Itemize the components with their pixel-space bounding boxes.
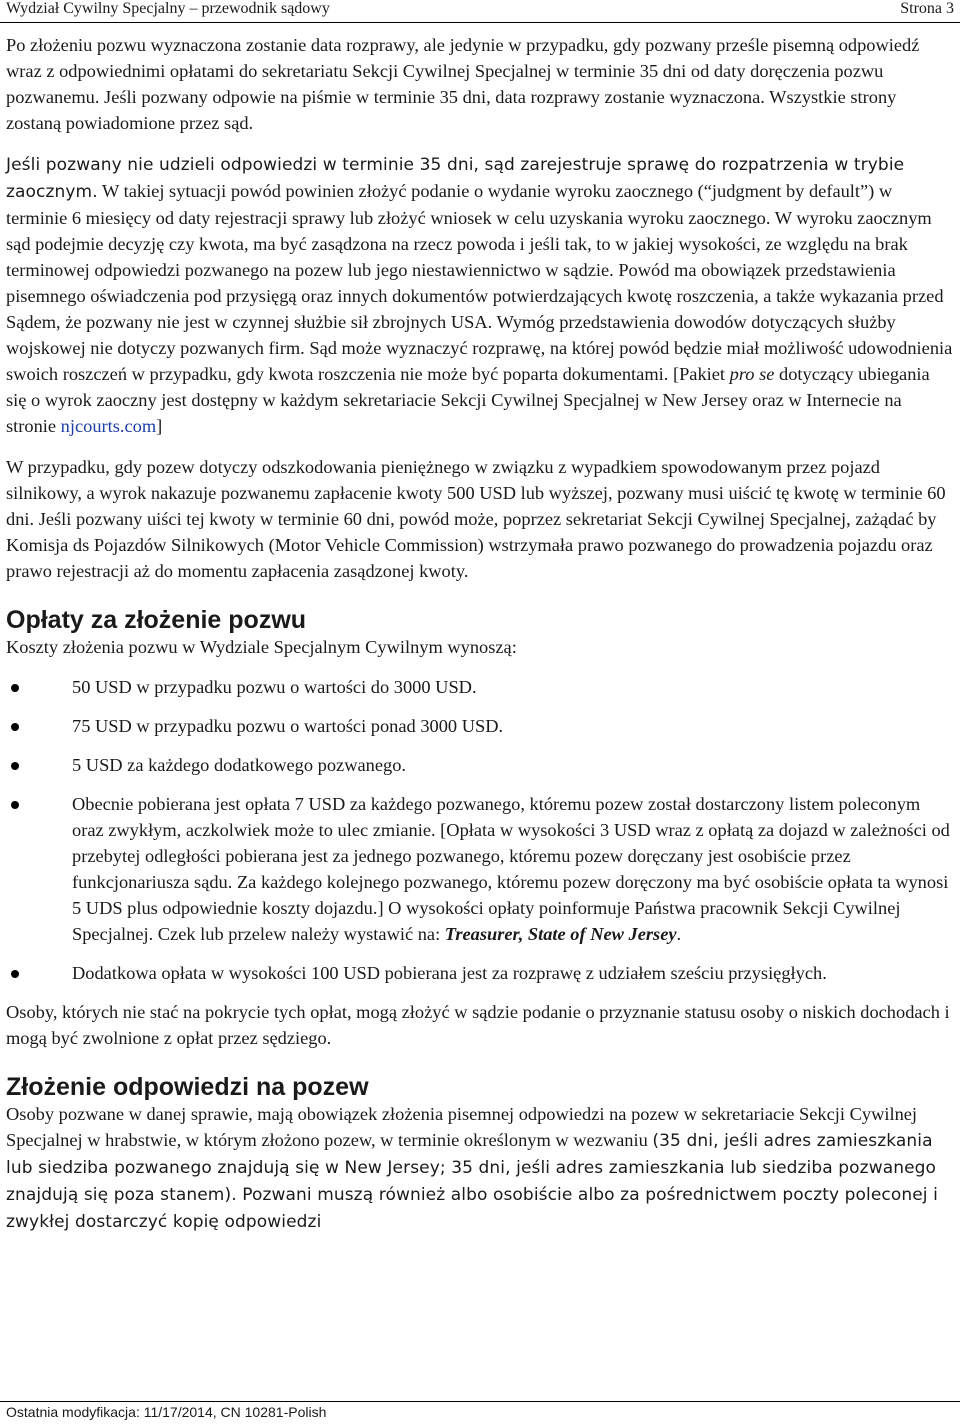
bracket-close: ] (156, 416, 163, 436)
heading-filing-answer: Złożenie odpowiedzi na pozew (6, 1073, 369, 1101)
bullet-icon (11, 723, 19, 731)
list-item: Dodatkowa opłata w wysokości 100 USD pobierana jest za rozprawę z udziałem sześciu przysięgłych. (6, 960, 954, 986)
last-modified: Ostatnia modyfikacja: 11/17/2014, CN 10281-Polish (6, 1404, 327, 1420)
bullet-icon (11, 970, 19, 978)
bullet-icon (11, 684, 19, 692)
heading-filing-fees: Opłaty za złożenie pozwu (6, 606, 307, 634)
njcourts-link[interactable]: njcourts.com (60, 416, 157, 436)
payee-name: Treasurer, State of New Jersey (444, 924, 677, 944)
document-body (6, 32, 954, 1250)
page-footer (0, 1401, 960, 1422)
bullet-icon (11, 801, 19, 809)
document-title: Wydział Cywilny Specjalny – przewodnik sądowy (6, 0, 330, 17)
list-item: Obecnie pobierana jest opłata 7 USD za każdego pozwanego, któremu pozew został dostarczony listem poleconym oraz zwykłym, aczkolwiek może to ulec zmianie. [Opłata w wysokości 3 USD wraz z opłatą za dojazd w zależności od przebytej odległości pobierana jest za jednego pozwanego, któremu pozew doręczany jest osobiście przez funkcjonariusza sądu. Za każdego kolejnego pozwanego, któremu pozew doręczony ma być osobiście opłata ta wynosi 5 UDS plus odpowiednie koszty dojazdu.] O wysokości opłaty poinformuje Państwa pracownik Sekcji Cywilnej Specjalnej. Czek lub przelew należy wystawić na: Treasurer, State of New Jersey. (6, 791, 954, 947)
default-judgment-packet: dotyczący ubiegania się o wyrok zaoczny jest dostępny w każdym sekretariacie Sekcji Cywilnej Specjalnej w New Jersey oraz w Internecie na stronie (6, 364, 930, 436)
list-item: 50 USD w przypadku pozwu o wartości do 3000 USD. (6, 674, 954, 700)
list-item: 75 USD w przypadku pozwu o wartości ponad 3000 USD. (6, 713, 954, 739)
paragraph-hearing-date: Po złożeniu pozwu wyznaczona zostanie data rozprawy, ale jedynie w przypadku, gdy pozwany prześle pisemną odpowiedź wraz z odpowiednimi opłatami do sekretariatu Sekcji Cywilnej Specjalnej w terminie 35 dni od daty doręczenia pozwu pozwanemu. Jeśli pozwany odpowie na piśmie w terminie 35 dni, data rozprawy zostanie wyznaczona. Wszystkie strony zostaną powiadomione przez sąd. (6, 35, 920, 133)
pro-se-term: pro se (729, 364, 775, 384)
paragraph-answer: Osoby pozwane w danej sprawie, mają obowiązek złożenia pisemnej odpowiedzi na pozew w sekretariacie Sekcji Cywilnej Specjalnej w hrabstwie, w którym złożono pozew, w terminie określonym w wezwaniu (35 dni, jeśli adres zamieszkania lub siedziba pozwanego znajdują się w New Jersey; 35 dni, jeśli adres zamieszkania lub siedziba pozwanego znajdują się poza stanem). Pozwani muszą również albo osobiście albo za pośrednictwem poczty poleconej i zwykłej dostarczyć kopię odpowiedzi (6, 1104, 938, 1232)
default-judgment-intro: Jeśli pozwany nie udzieli odpowiedzi w terminie 35 dni, sąd zarejestruje sprawę do rozpatrzenia w trybie zaocznym. (6, 155, 905, 202)
page-header (0, 0, 960, 23)
page-number: Strona 3 (900, 0, 954, 17)
paragraph-fee-waiver: Osoby, których nie stać na pokrycie tych opłat, mogą złożyć w sądzie podanie o przyznanie statusu osoby o niskich dochodach i mogą być zwolnione z opłat przez sędziego. (6, 1002, 950, 1048)
default-judgment-body: W takiej sytuacji powód powinien złożyć podanie o wydanie wyroku zaocznego (“judgment by default”) w terminie 6 miesięcy od daty rejestracji sprawy lub złożyć wniosek w celu uzyskania wyroku zaocznego. W wyroku zaocznym sąd podejmie decyzję czy kwota, ma być zasądzona na rzecz powoda i jeśli tak, to w jakiej wysokości, ze względu na brak terminowej odpowiedzi pozwanego na pozew lub jego niestawiennictwo w sądzie. Powód ma obowiązek przedstawienia pisemnego oświadczenia pod przysięgą oraz innych dokumentów potwierdzających kwotę roszczenia, a także wykazania przed Sądem, że pozwany nie jest w czynnej służbie sił zbrojnych USA. Wymóg przedstawienia dowodów dotyczących służby wojskowej nie dotyczy pozwanych firm. Sąd może wyznaczyć rozprawę, na której powód będzie miał możliwość udowodnienia swoich roszczeń w przypadku, gdy kwota roszczenia nie może być poparta dokumentami. [Pakiet (6, 181, 953, 384)
fees-intro: Koszty złożenia pozwu w Wydziale Specjalnym Cywilnym wynoszą: (6, 637, 517, 657)
paragraph-motor-vehicle: W przypadku, gdy pozew dotyczy odszkodowania pieniężnego w związku z wypadkiem spowodowanym przez pojazd silnikowy, a wyrok nakazuje pozwanemu zapłacenie kwoty 500 USD lub wyższej, pozwany musi uiścić tę kwotę w terminie 60 dni. Jeśli pozwany uiści tej kwoty w terminie 60 dni, powód może, poprzez sekretariat Sekcji Cywilnej Specjalnej, zażądać by Komisja ds Pojazdów Silnikowych (Motor Vehicle Commission) wstrzymała prawo pozwanego do prowadzenia pojazdu oraz prawo rejestracji aż do momentu zapłacenia zasądzonej kwoty. (6, 457, 946, 581)
list-item: 5 USD za każdego dodatkowego pozwanego. (6, 752, 954, 778)
bullet-icon (11, 762, 19, 770)
paragraph-default-judgment (6, 151, 954, 439)
fees-list (6, 674, 954, 986)
